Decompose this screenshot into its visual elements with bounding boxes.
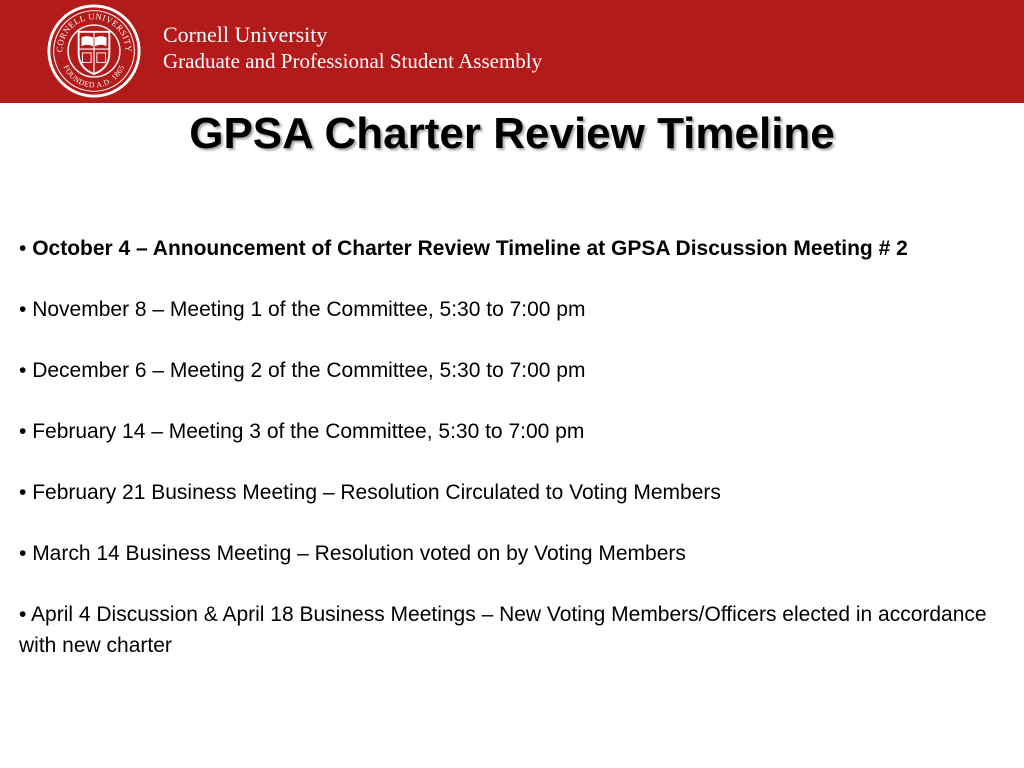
header-banner (0, 0, 1024, 103)
timeline-item: • April 4 Discussion & April 18 Business Meetings – New Voting Members/Officers elected in accordance with new charter (19, 603, 987, 657)
timeline-item-text: April 4 Discussion & April 18 Business Meetings – New Voting Members/Officers elected in accordance with new charter (19, 603, 987, 657)
slide-title: GPSA Charter Review Timeline (189, 109, 835, 158)
timeline-item: • October 4 – Announcement of Charter Review Timeline at GPSA Discussion Meeting # 2 (19, 237, 908, 260)
header-text (163, 22, 542, 74)
timeline-item: • February 14 – Meeting 3 of the Committee, 5:30 to 7:00 pm (19, 420, 585, 443)
organization-name: Graduate and Professional Student Assembly (163, 49, 543, 73)
timeline-item-text: February 21 Business Meeting – Resolution Circulated to Voting Members (32, 481, 721, 504)
university-name: Cornell University (163, 22, 328, 47)
seal-bottom-text: FOUNDED A.D. 1865 (61, 63, 127, 90)
timeline-item-text: December 6 – Meeting 2 of the Committee, 5:30 to 7:00 pm (32, 359, 586, 382)
timeline-item: • December 6 – Meeting 2 of the Committee, 5:30 to 7:00 pm (19, 359, 586, 382)
timeline-item: • February 21 Business Meeting – Resolution Circulated to Voting Members (19, 481, 721, 504)
timeline-item-text: February 14 – Meeting 3 of the Committee, 5:30 to 7:00 pm (32, 420, 585, 443)
timeline-item-text: November 8 – Meeting 1 of the Committee, 5:30 to 7:00 pm (32, 298, 586, 321)
timeline-item-text: March 14 Business Meeting – Resolution voted on by Voting Members (32, 542, 686, 565)
seal-top-text: CORNELL UNIVERSITY (54, 11, 134, 53)
cornell-seal-icon (46, 3, 142, 99)
timeline-item: • November 8 – Meeting 1 of the Committee, 5:30 to 7:00 pm (19, 298, 586, 321)
timeline-item: • March 14 Business Meeting – Resolution voted on by Voting Members (19, 542, 686, 565)
timeline-item-text: October 4 – Announcement of Charter Review Timeline at GPSA Discussion Meeting # 2 (32, 237, 908, 260)
timeline-list (19, 233, 1009, 691)
